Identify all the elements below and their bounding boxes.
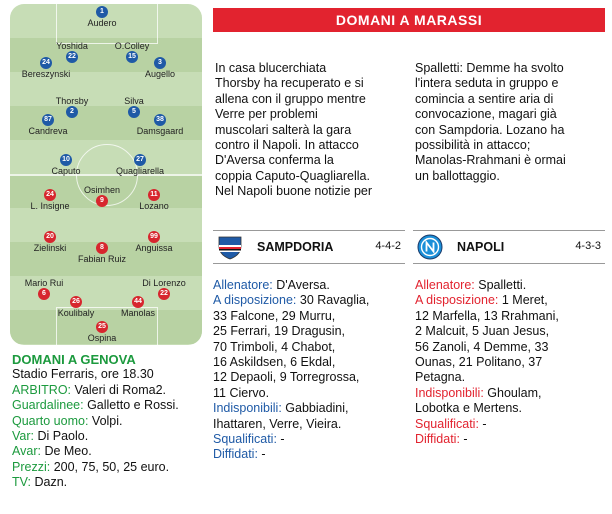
player-napoli-10: Di Lorenzo 22 [124, 278, 202, 300]
player-sampdoria-7: Silva 5 [94, 96, 174, 118]
napoli-module: 4-3-3 [575, 240, 601, 252]
match-info [12, 352, 208, 491]
player-napoli-7: Mario Rui 6 [10, 278, 84, 300]
player-sampdoria-4: 24 Bereszynski [21, 59, 71, 79]
player-sampdoria-3: O.Colley 15 [92, 41, 172, 63]
napoli-warned: Diffidati: - [415, 432, 468, 447]
avar-line: Avar: De Meo. [12, 444, 92, 459]
player-napoli-8: 26 Koulibaly [57, 298, 95, 318]
sampdoria-bench: A disposizione: 30 Ravaglia, [213, 293, 370, 308]
sampdoria-module: 4-4-2 [375, 240, 401, 252]
napoli-details: Allenatore: Spalletti. A disposizione: 1 Meret, 12 Marfella, 13 Rrahmani, 2 Malcuit, 5 Juan Jesus, 56 Zanoli, 4 Demme, 33 Ounas, 21 Politano, 37 Petagna. Indisponibili: Ghoulam, Lobotka e Mertens. Squalificati: - Diffidati: - [415, 278, 609, 447]
napoli-suspended: Squalificati: - [415, 416, 487, 431]
player-napoli-4: 20 Zielinski [33, 233, 67, 253]
formation-pitch [10, 4, 202, 345]
match-info-header: DOMANI A GENOVA [12, 352, 136, 367]
sampdoria-coach: Allenatore: D'Aversa. [213, 278, 330, 292]
venue: Stadio Ferraris, ore 18.30 [12, 367, 154, 382]
section-banner: DOMANI A MARASSI [213, 8, 605, 32]
napoli-unavailable: Indisponibili: Ghoulam, [415, 385, 542, 400]
player-napoli-5: 8 Fabian Ruiz [77, 244, 127, 264]
player-sampdoria-1: 1 Audero [87, 8, 117, 28]
player-napoli-3: 11 Lozano [139, 191, 169, 211]
prices-line: Prezzi: 200, 75, 50, 25 euro. [12, 459, 170, 474]
sampdoria-warned: Diffidati: - [213, 447, 266, 462]
napoli-name: NAPOLI [457, 240, 505, 254]
sampdoria-name: SAMPDORIA [257, 240, 334, 254]
referee-line: ARBITRO: Valeri di Roma2. [12, 382, 167, 397]
article-column-2: Spalletti: Demme ha svolto l'intera seduta in gruppo e comincia a sentire aria di convocazione, magari già con Sampdoria. Lozano ha possibilità in attacco; Manolas-Rrahmani è ormai un ballottaggio. [415, 61, 566, 183]
napoli-coach: Allenatore: Spalletti. [415, 278, 527, 292]
napoli-crest-icon [417, 234, 443, 260]
sampdoria-details: Allenatore: D'Aversa. A disposizione: 30 Ravaglia, 33 Falcone, 29 Murru, 25 Ferrari, 19 Dragusin, 70 Trimboli, 4 Chabot, 16 Askildsen, 6 Ekdal, 12 Depaoli, 9 Torregrossa, 11 Ciervo. Indisponibili: Gabbiadini, Ihattaren, Verre, Vieira. Squalificati: - Diffidati: - [213, 278, 411, 463]
player-napoli-11: 25 Ospina [87, 323, 117, 343]
player-sampdoria-6: Thorsby 2 [32, 96, 112, 118]
fourth-official-line: Quarto uomo: Volpi. [12, 413, 123, 428]
sampdoria-suspended: Squalificati: - [213, 432, 285, 447]
sampdoria-unavailable: Indisponibili: Gabbiadini, [213, 401, 349, 416]
player-sampdoria-10: 10 Caputo [51, 156, 81, 176]
player-napoli-2: 24 L. Insigne [30, 191, 70, 211]
tv-line: TV: Dazn. [12, 475, 68, 490]
player-napoli-9: 44 Manolas [120, 298, 156, 318]
player-napoli-1: Osimhen 9 [62, 185, 142, 207]
player-sampdoria-11: 27 Quagliarella [115, 156, 165, 176]
player-napoli-6: 99 Anguissa [135, 233, 173, 253]
player-sampdoria-5: 3 Augello [144, 59, 176, 79]
var-line: Var: Di Paolo. [12, 429, 89, 444]
napoli-header [413, 230, 605, 264]
player-sampdoria-8: 87 Candreva [28, 116, 68, 136]
sampdoria-crest-icon [217, 234, 243, 260]
napoli-bench: A disposizione: 1 Meret, [415, 293, 548, 308]
article-column-1: In casa blucerchiata Thorsby ha recuperato e si allena con il gruppo mentre Verre per problemi muscolari salterà la gara contro il Napoli. In attacco D'Aversa conferma la coppia Caputo-Quagliarella. Nel Napoli buone notizie per [215, 61, 373, 199]
linesmen-line: Guardalinee: Galletto e Rossi. [12, 398, 179, 413]
player-sampdoria-9: 38 Damsgaard [136, 116, 184, 136]
player-sampdoria-2: Yoshida 22 [32, 41, 112, 63]
sampdoria-header [213, 230, 405, 264]
